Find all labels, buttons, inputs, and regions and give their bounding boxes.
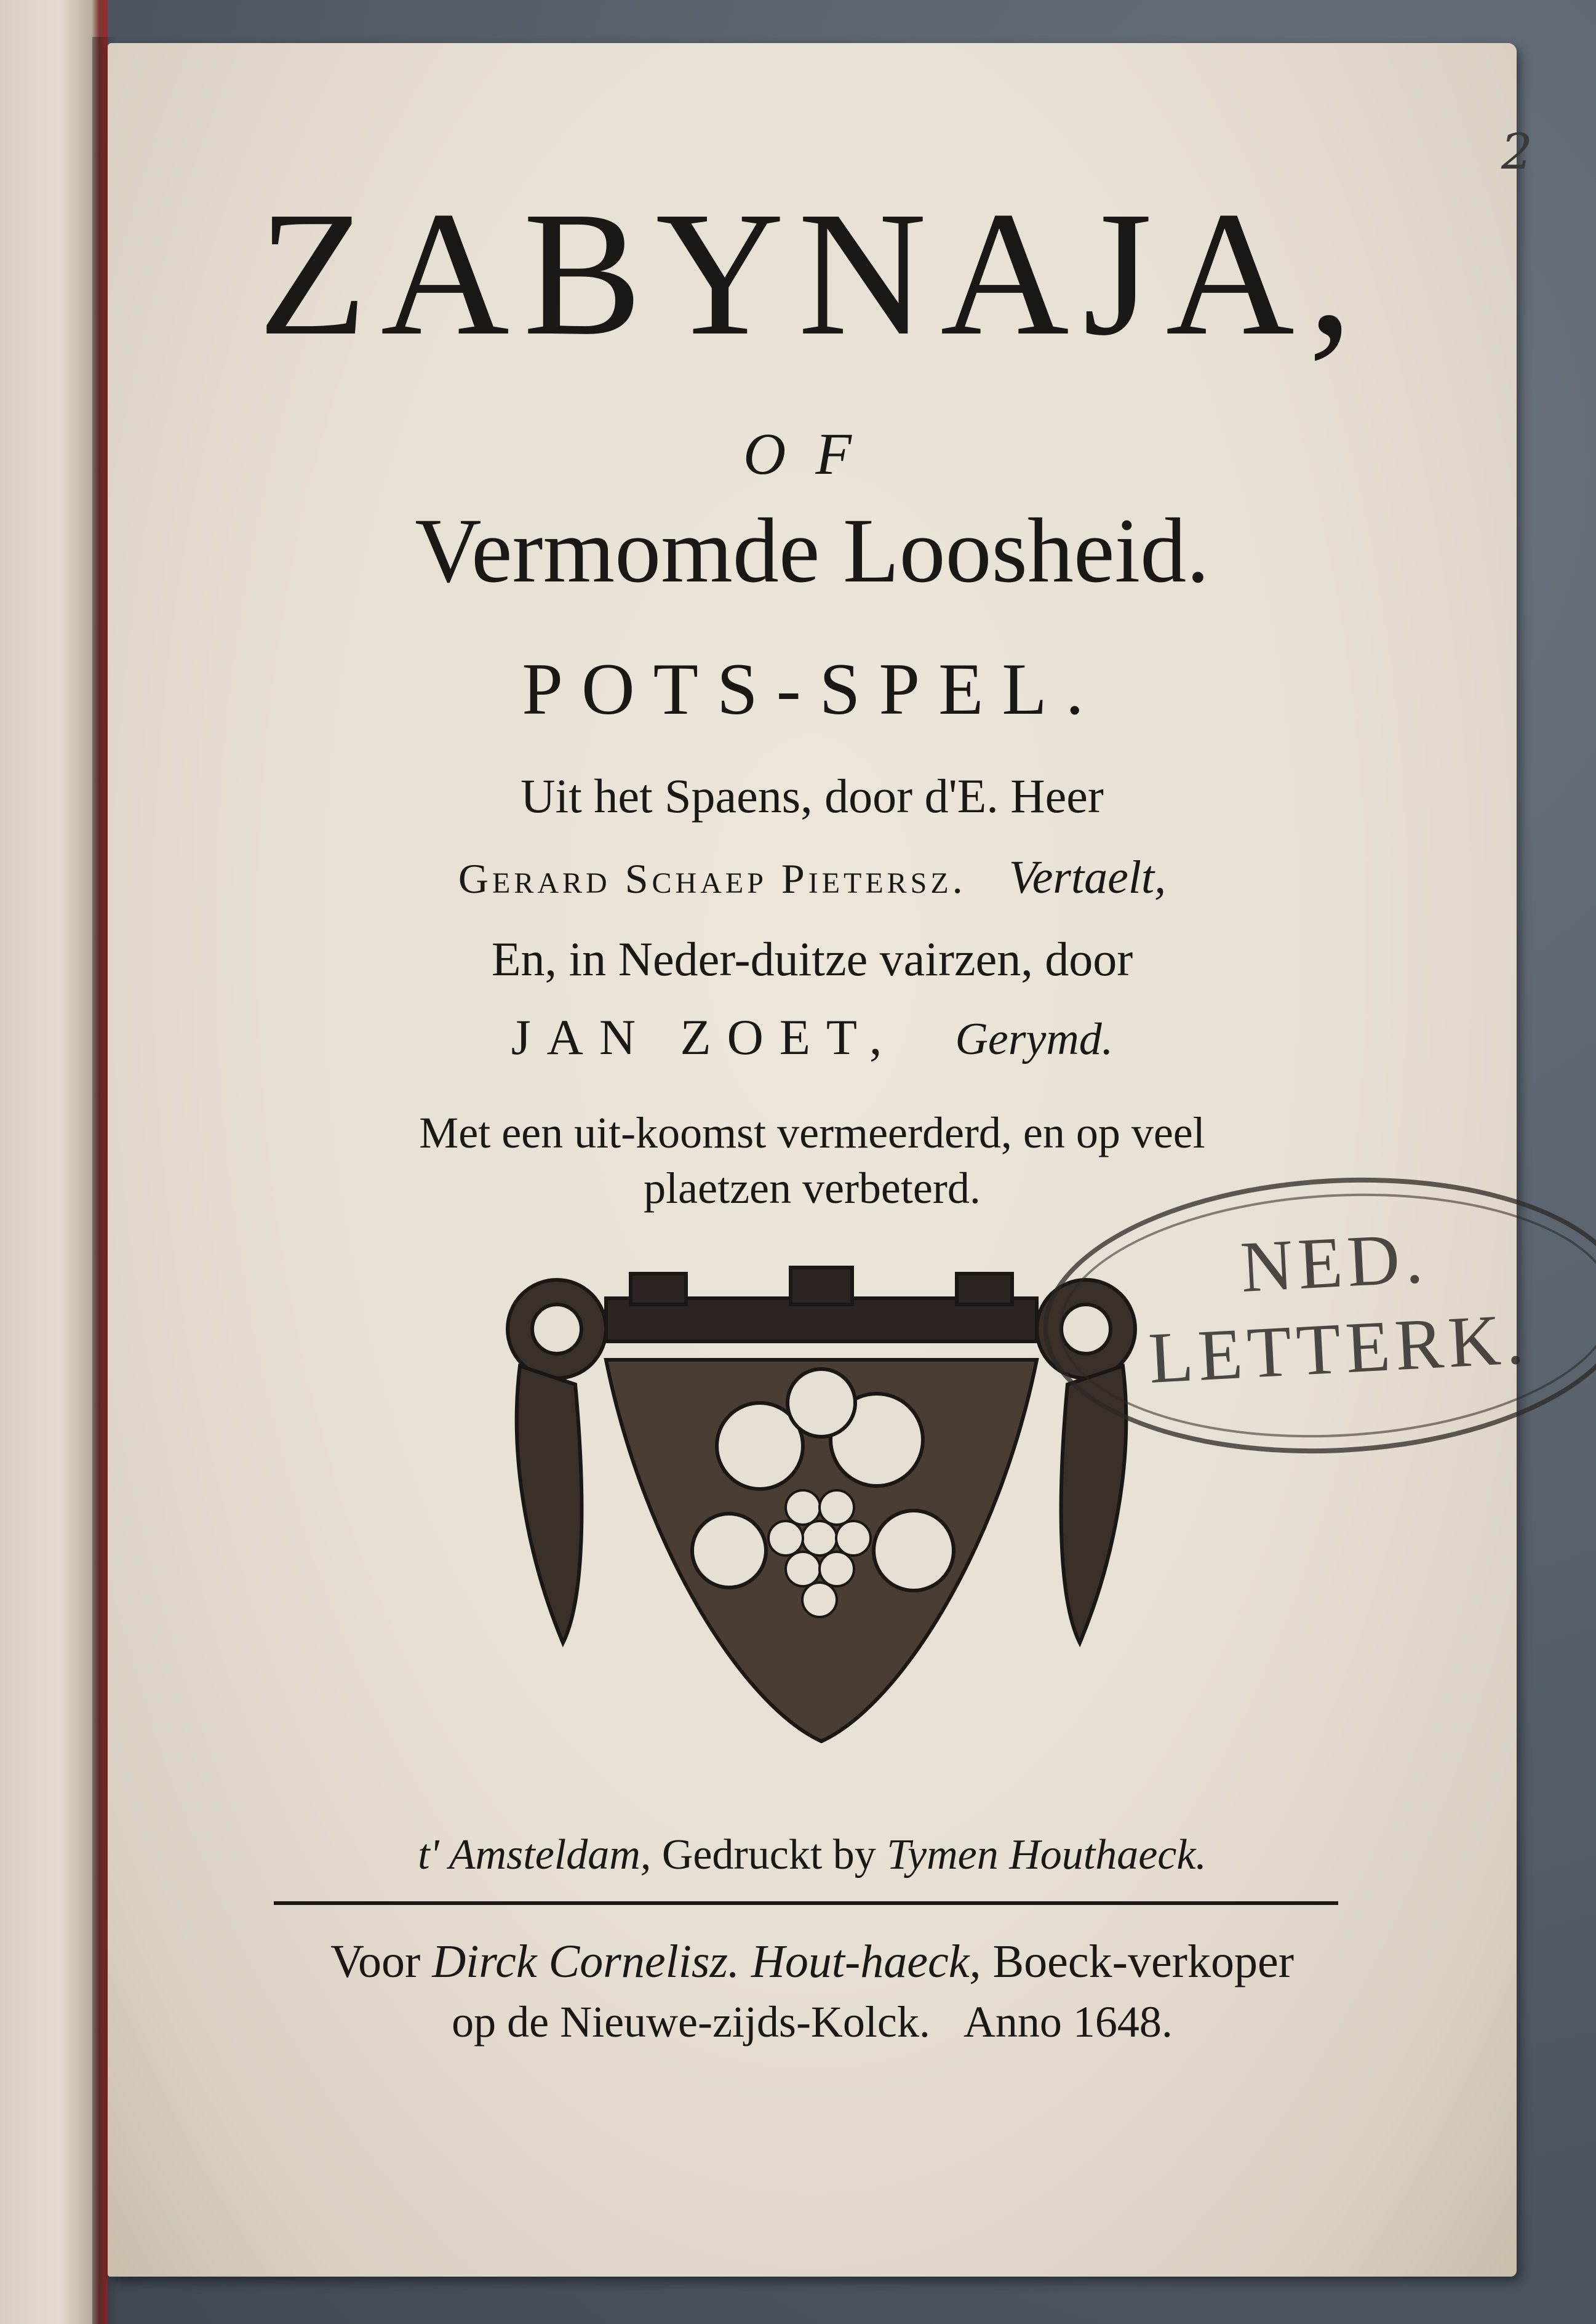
book-subtitle: Vermomde Loosheid. (415, 500, 1210, 602)
translation-line: Uit het Spaens, door d'E. Heer (521, 769, 1104, 823)
imprint-voor: Voor (330, 1936, 421, 1987)
edition-note-line-1: Met een uit-koomst vermeerderd, en op veel (419, 1108, 1205, 1157)
genre-heading: POTS-SPEL. (522, 648, 1103, 730)
page-number: 2 (1501, 123, 1533, 180)
publisher-line (108, 1935, 1517, 1989)
poet-line (108, 1009, 1517, 1065)
imprint-publisher: Dirck Cornelisz. Hout-haeck, (432, 1936, 981, 1987)
stamp-text-line-2: LETTERK. (1146, 1298, 1531, 1399)
imprint-printed-by: Gedruckt by (661, 1831, 876, 1879)
imprint-printer: Tymen Houthaeck. (887, 1831, 1207, 1879)
translator-line (108, 854, 1517, 901)
translated-label: Vertaelt, (1008, 852, 1167, 903)
printer-line (108, 1831, 1517, 1880)
imprint-rule (274, 1901, 1338, 1905)
translator-name: Gerard Schaep Pietersz. (458, 855, 967, 902)
title-connector: OF (743, 421, 881, 487)
edition-note-line-2: plaetzen verbeterd. (644, 1164, 981, 1213)
address-line (108, 1997, 1517, 2048)
book-title: ZABYNAJA, (258, 175, 1367, 372)
imprint-trade: Boeck-verkoper (992, 1936, 1295, 1987)
rhymed-label: Gerymd. (955, 1014, 1114, 1064)
stamp-text-line-1: NED. (1239, 1217, 1430, 1308)
imprint-year: Anno 1648. (963, 1997, 1173, 2046)
facing-page-edge (0, 0, 108, 2324)
poet-name: JAN ZOET, (511, 1009, 898, 1065)
title-page (108, 43, 1533, 2277)
verse-line: En, in Neder-duitze vairzen, door (491, 932, 1133, 986)
imprint-address: op de Nieuwe-zijds-Kolck. (452, 1997, 930, 2046)
imprint-place: t' Amsteldam, (418, 1831, 652, 1879)
